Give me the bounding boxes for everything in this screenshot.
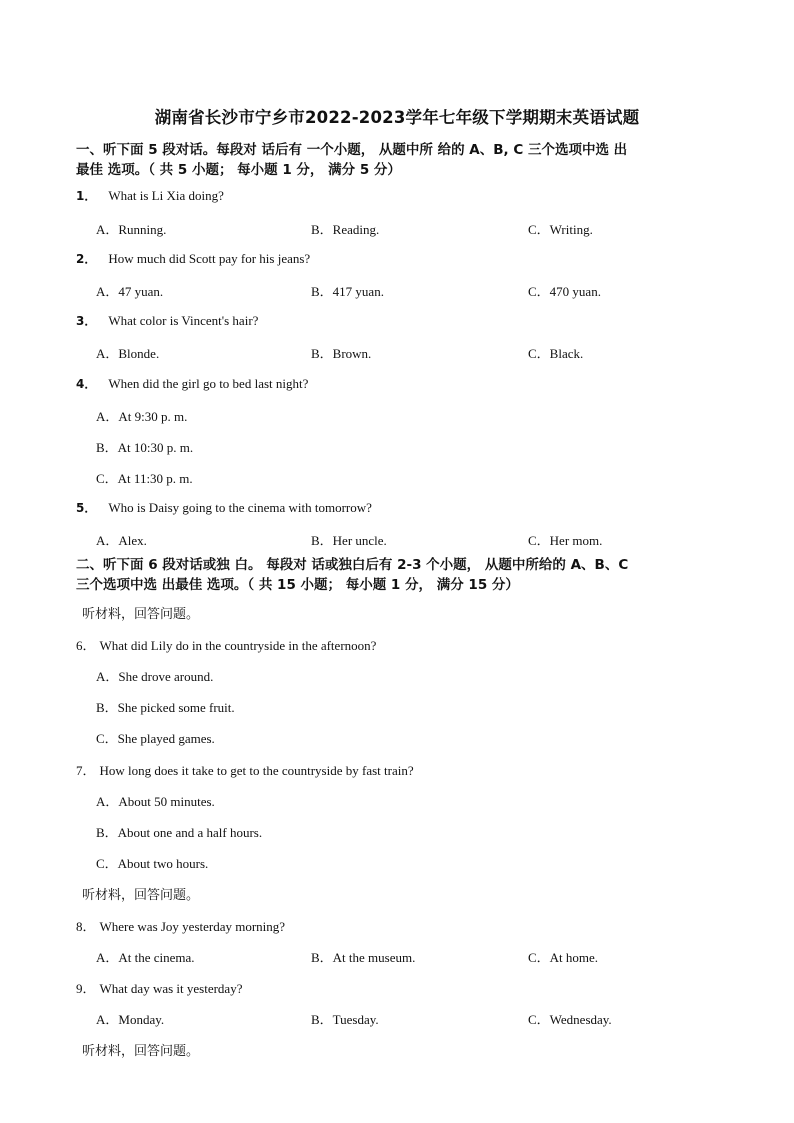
section-1-line-2: 最佳 选项。（ 共 5 小题； 每小题 1 分， 满分 5 分） [76, 162, 401, 178]
question-text: How long does it take to get to the countryside by fast train? [99, 763, 414, 778]
question-number: 5． [76, 501, 97, 515]
question-number: 8． [76, 919, 96, 934]
q3-option-c: C．Black. [528, 346, 584, 361]
question-text: How much did Scott pay for his jeans? [108, 251, 311, 266]
question-text: Who is Daisy going to the cinema with tomorrow? [108, 500, 372, 515]
question-text: Where was Joy yesterday morning? [99, 919, 286, 934]
question-9 [76, 978, 242, 997]
q6-option-c: C．She played games. [96, 731, 215, 746]
question-number: 7． [76, 763, 96, 778]
question-1 [76, 187, 224, 204]
q3-option-a: A．Blonde. [96, 346, 160, 361]
question-5 [76, 499, 372, 516]
question-number: 3． [76, 314, 97, 328]
q1-option-b: B．Reading. [311, 222, 380, 237]
listening-note: 听材料，回答问题。 [82, 607, 200, 622]
section-1-line-1: 一、听下面 5 段对话。每段对 话后有 一个小题， 从题中所 给的 A、B, C 三个选项中选 出 [76, 142, 628, 158]
question-text: What did Lily do in the countryside in the afternoon? [99, 638, 377, 653]
section-2-line-1: 二、听下面 6 段对话或独 白。 每段对 话或独白后有 2-3 个小题， 从题中所给的 A、B、C [76, 557, 629, 573]
listening-note: 听材料，回答问题。 [82, 888, 200, 903]
q2-option-b: B．417 yuan. [311, 284, 384, 299]
q5-option-a: A．Alex. [96, 533, 147, 548]
listening-note: 听材料，回答问题。 [82, 1044, 200, 1059]
question-3 [76, 312, 258, 329]
q9-option-c: C．Wednesday. [528, 1012, 612, 1027]
q8-option-c: C．At home. [528, 950, 599, 965]
q8-option-b: B．At the museum. [311, 950, 416, 965]
question-2 [76, 250, 310, 267]
q4-option-a: A．At 9:30 p. m. [96, 409, 188, 424]
q2-option-a: A．47 yuan. [96, 284, 164, 299]
q1-option-c: C．Writing. [528, 222, 593, 237]
section-2-heading [76, 555, 756, 595]
question-number: 1． [76, 189, 97, 203]
question-number: 9． [76, 981, 96, 996]
question-number: 4． [76, 377, 97, 391]
q5-option-c: C．Her mom. [528, 533, 603, 548]
question-text: What day was it yesterday? [99, 981, 243, 996]
question-text: What color is Vincent's hair? [108, 313, 259, 328]
q1-option-a: A．Running. [96, 222, 167, 237]
q4-option-b: B．At 10:30 p. m. [96, 440, 194, 455]
question-text: What is Li Xia doing? [108, 188, 224, 203]
q3-option-b: B．Brown. [311, 346, 372, 361]
q4-option-c: C．At 11:30 p. m. [96, 471, 193, 486]
section-2-line-2: 三个选项中选 出最佳 选项。（ 共 15 小题； 每小题 1 分， 满分 15 分） [76, 577, 519, 593]
q2-option-c: C．470 yuan. [528, 284, 601, 299]
question-4 [76, 375, 308, 392]
question-6 [76, 635, 376, 654]
question-text: When did the girl go to bed last night? [108, 376, 309, 391]
question-8 [76, 916, 285, 935]
question-number: 6． [76, 638, 96, 653]
section-1-heading [76, 140, 756, 180]
q9-option-b: B．Tuesday. [311, 1012, 379, 1027]
q6-option-b: B．She picked some fruit. [96, 700, 235, 715]
q5-option-b: B．Her uncle. [311, 533, 387, 548]
question-number: 2． [76, 252, 97, 266]
q7-option-b: B．About one and a half hours. [96, 825, 263, 840]
q7-option-c: C．About two hours. [96, 856, 209, 871]
q9-option-a: A．Monday. [96, 1012, 165, 1027]
q7-option-a: A．About 50 minutes. [96, 794, 215, 809]
q8-option-a: A．At the cinema. [96, 950, 195, 965]
q6-option-a: A．She drove around. [96, 669, 214, 684]
page-title: 湖南省长沙市宁乡市2022-2023学年七年级下学期期末英语试题 [154, 108, 640, 127]
question-7 [76, 760, 414, 779]
